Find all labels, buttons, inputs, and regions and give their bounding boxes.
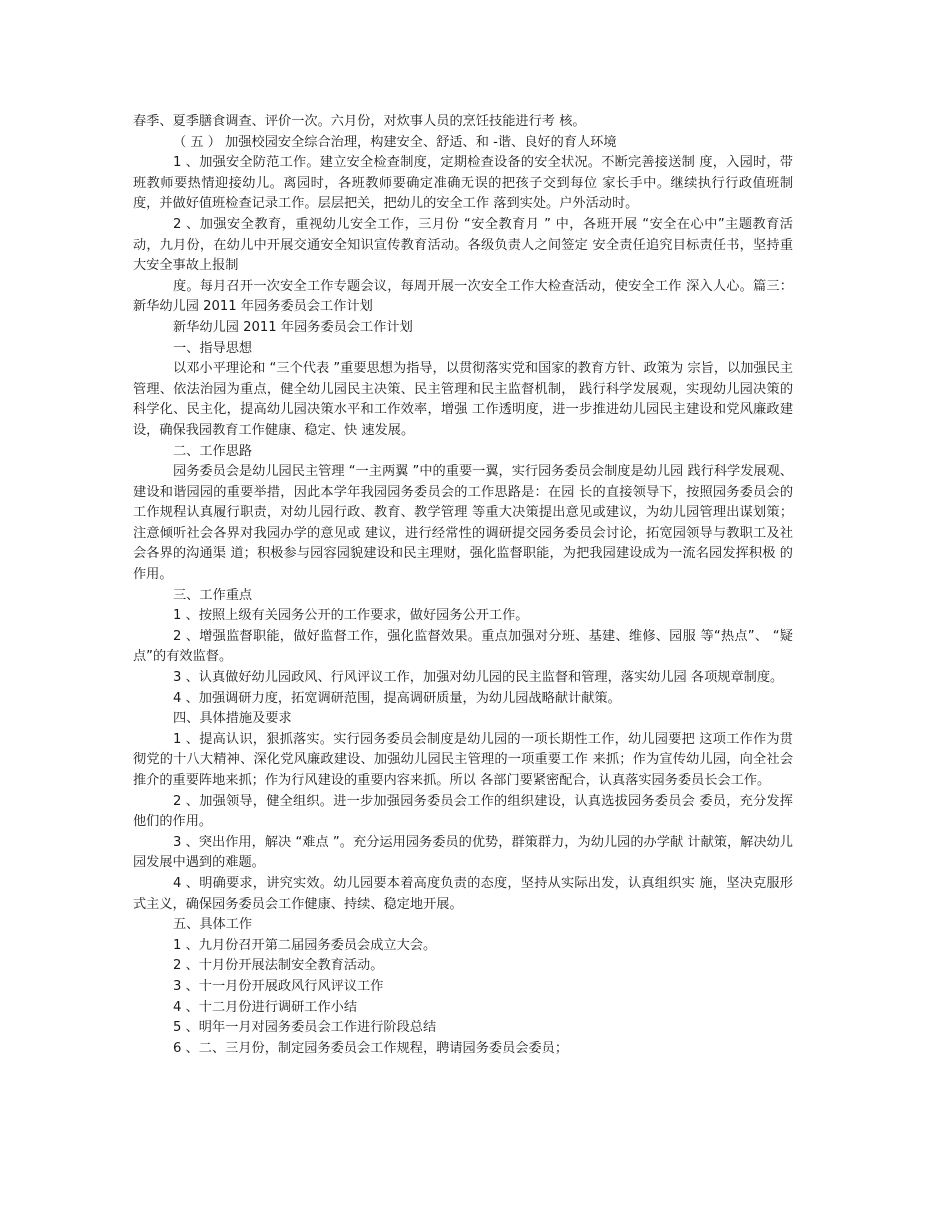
list-item: 1 、按照上级有关园务公开的工作要求，做好园务公开工作。 <box>173 608 529 624</box>
list-item: 6 、二、三月份，制定园务委员会工作规程，聘请园务委员会委员； <box>173 1040 569 1056</box>
paragraph: 以邓小平理论和 “三个代表 ”重要思想为指导，以贯彻落实党和国家的教育方针、政策为 宗旨，以加强民主管理、依法治园为重点，健全幼儿园民主决策、民主管理和民主监督机制， 践行科学发展观，实现幼儿园决策的科学化、民主化，提高幼儿园决策水平和工作效率，增强 工作透明度，进一步推进幼儿园民主建设和党风廉政建设，确保我园教育工作健康、稳定、快 速发展。 <box>133 361 793 438</box>
list-item: 2 、加强领导，健全组织。进一步加强园务委员会工作的组织建设，认真选拔园务委员会 委员，充分发挥他们的作用。 <box>133 793 793 830</box>
list-item: 3 、突出作用，解决 “难点 ”。充分运用园务委员的优势，群策群力，为幼儿园的办学献 计献策，解决幼儿园发展中遇到的难题。 <box>133 834 793 871</box>
list-item: 4 、明确要求，讲究实效。幼儿园要本着高度负责的态度，坚持从实际出发，认真组织实 施，坚决克服形式主义，确保园务委员会工作健康、持续、稳定地开展。 <box>133 875 793 912</box>
list-item: 4 、十二月份进行调研工作小结 <box>173 999 358 1015</box>
list-item: 5 、明年一月对园务委员会工作进行阶段总结 <box>173 1020 437 1036</box>
paragraph: 春季、夏季膳食调查、评价一次。六月份，对炊事人员的烹饪技能进行考 核。 <box>133 114 586 129</box>
list-item: 2 、增强监督职能，做好监督工作，强化监督效果。重点加强对分班、基建、维修、园服 等“热点”、 “疑点”的有效监督。 <box>133 628 793 665</box>
section-heading: 五、具体工作 <box>173 917 253 933</box>
section-heading: 四、具体措施及要求 <box>173 711 292 727</box>
paragraph: 园务委员会是幼儿园民主管理 “一主两翼 ”中的重要一翼，实行园务委员会制度是幼儿园 践行科学发展观、建设和谐园园的重要举措，因此本学年我园园务委员会的工作思路是：在园 长的直接领导下，按照园务委员会的工作规程认真履行职责，对幼儿园行政、教育、教学管理 等重大决策提出意见或建议，为幼儿园管理出谋划策；注意倾听社会各界对我园办学的意见或 建议，进行经常性的调研提交园务委员会讨论，拓宽园领导与教职工及社会各界的沟通渠 道；积极参与园容园貌建设和民主理财，强化监督职能，为把我园建设成为一流名园发挥积极 的作用。 <box>133 464 793 583</box>
list-item: 3 、十一月份开展政风行风评议工作 <box>173 978 384 994</box>
list-item: 1 、九月份召开第二届园务委员会成立大会。 <box>173 937 437 953</box>
section-heading: 一、指导思想 <box>173 340 253 356</box>
paragraph: 度。每月召开一次安全工作专题会议，每周开展一次安全工作大检查活动，使安全工作 深入人心。篇三：新华幼儿园 2011 年园务委员会工作计划 <box>133 278 793 315</box>
paragraph: 1 、加强安全防范工作。建立安全检查制度，定期检查设备的安全状况。不断完善接送制 度，入园时，带班教师要热情迎接幼儿。离园时，各班教师要确定准确无误的把孩子交到每位 家长手中。继续执行行政值班制度，并做好值班检查记录工作。层层把关，把幼儿的安全工作 落到实处。户外活动时。 <box>133 155 793 212</box>
section-heading: 二、工作思路 <box>173 443 253 459</box>
document-title: 新华幼儿园 2011 年园务委员会工作计划 <box>173 319 413 335</box>
section-heading: 三、工作重点 <box>173 587 253 603</box>
section-heading: （ 五 ） 加强校园安全综合治理，构建安全、舒适、和 -谐、良好的育人环境 <box>173 134 617 150</box>
list-item: 1 、提高认识，狠抓落实。实行园务委员会制度是幼儿园的一项长期性工作，幼儿园要把 这项工作作为贯彻党的十八大精神、深化党风廉政建设、加强幼儿园民主管理的一项重要工作 来抓；作为宣传幼儿园，向全社会推介的重要阵地来抓；作为行风建设的重要内容来抓。所以 各部门要紧密配合，认真落实园务委员长会工作。 <box>133 731 793 788</box>
paragraph: 2 、加强安全教育，重视幼儿安全工作，三月份 “安全教育月 ” 中，各班开展 “安全在心中”主题教育活动，九月份，在幼儿中开展交通安全知识宣传教育活动。各级负责人之间签定 安全责任追究目标责任书，坚持重大安全事故上报制 <box>133 216 793 274</box>
document-body <box>133 112 793 1059</box>
list-item: 4 、加强调研力度，拓宽调研范围，提高调研质量，为幼儿园战略献计献策。 <box>173 690 621 706</box>
list-item: 3 、认真做好幼儿园政风、行风评议工作，加强对幼儿园的民主监督和管理，落实幼儿园 各项规章制度。 <box>173 670 784 686</box>
list-item: 2 、十月份开展法制安全教育活动。 <box>173 958 384 974</box>
